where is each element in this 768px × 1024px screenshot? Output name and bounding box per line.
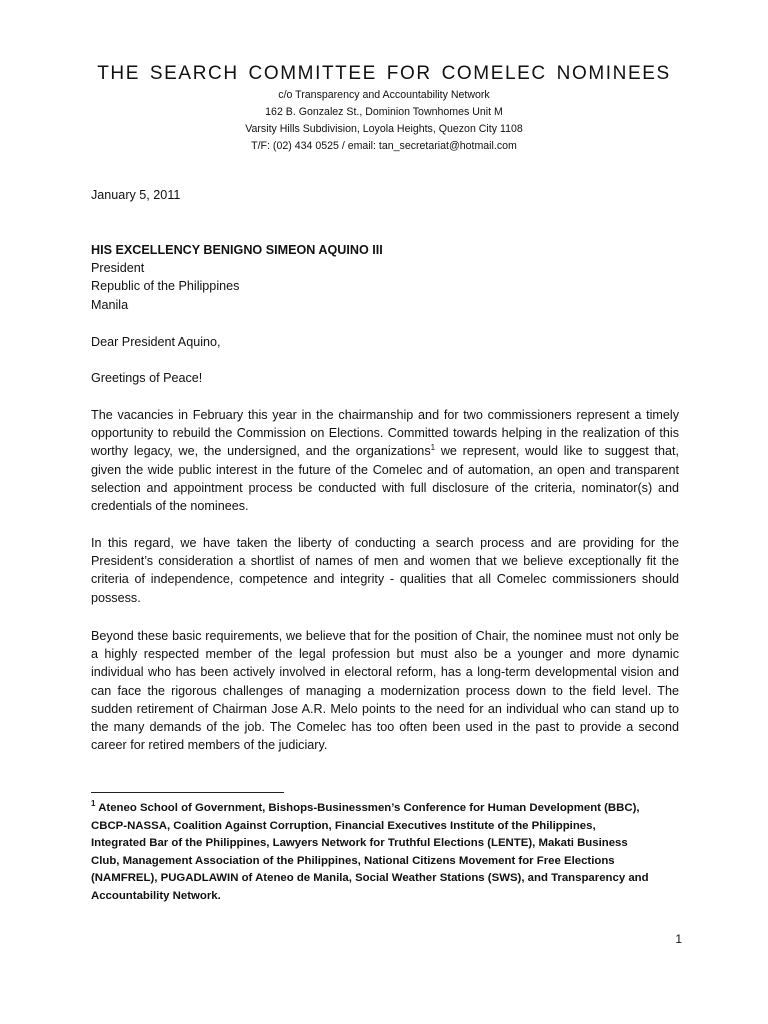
paragraph-3: Beyond these basic requirements, we believe that for the position of Chair, the nominee must not only be a highly respected member of the legal profession but must also be a younger and more dynamic individual who has been actively involved in electoral reform, has a long-term developmental vision and can face the rigorous challenges of managing a modernization process down to the field level. The sudden retirement of Chairman Jose A.R. Melo points to the need for an individual who can stand up to the many demands of the job. The Comelec has too often been used in the past to provide a second career for retired members of the judiciary. [91,629,679,753]
letterhead-title: THE SEARCH COMMITTEE FOR COMELEC NOMINEES [97,63,671,84]
paragraph-2: In this regard, we have taken the liberty of conducting a search process and are providing for the President’s consideration a shortlist of names of men and women that we believe exceptionally fit the criteria of independence, competence and integrity - qualities that all Comelec commissioners should possess. [91,536,679,605]
letterhead-street: 162 B. Gonzalez St., Dominion Townhomes Unit M [265,106,503,118]
page-number: 1 [675,932,682,946]
addressee-title: President [91,261,145,276]
footnote-text: Ateneo School of Government, Bishops-Businessmen’s Conference for Human Development (BBC), CBCP-NASSA, Coalition Against Corruption, Financial Executives Institute of the Philippines, Integrated Bar of the Philippines, Lawyers Network for Truthful Elections (LENTE), Makati Business Club, Management Association of the Philippines, National Citizens Movement for Free Elections (NAMFREL), PUGADLAWIN of Ateneo de Manila, Social Weather Stations (SWS), and Transparency and Accountability Network. [91,802,649,902]
footnote [91,800,651,906]
addressee-office: Republic of the Philippines [91,279,240,294]
paragraph-1-text: The vacancies in February this year in the chairmanship and for two commissioners represent a timely opportunity to rebuild the Commission on Elections. Committed towards helping in the realization of this worthy legacy, we, the undersigned, and the organizations [91,408,679,459]
letterhead-contact: T/F: (02) 434 0525 / email: tan_secretariat@hotmail.com [251,140,517,152]
letter-date: January 5, 2011 [91,188,181,202]
letterhead-care-of: c/o Transparency and Accountability Network [278,89,490,101]
addressee-block [91,241,679,314]
addressee-name: HIS EXCELLENCY BENIGNO SIMEON AQUINO III [91,243,383,257]
paragraph-1-text-continued: we represent, would like to suggest that, given the wide public interest in the future of the Comelec and of automation, an open and transparent selection and appointment process be conducted with full disclosure of the criteria, nominator(s) and credentials of the nominees. [91,444,679,514]
footnote-marker: 1 [91,799,96,809]
letterhead [0,62,768,155]
salutation: Dear President Aquino, [91,335,221,349]
footnote-reference: 1 [430,443,436,453]
addressee-city: Manila [91,297,129,312]
footnote-separator [91,792,284,793]
greeting: Greetings of Peace! [91,371,203,385]
paragraph-1 [91,406,679,515]
letterhead-city: Varsity Hills Subdivision, Loyola Heights, Quezon City 1108 [245,123,523,135]
